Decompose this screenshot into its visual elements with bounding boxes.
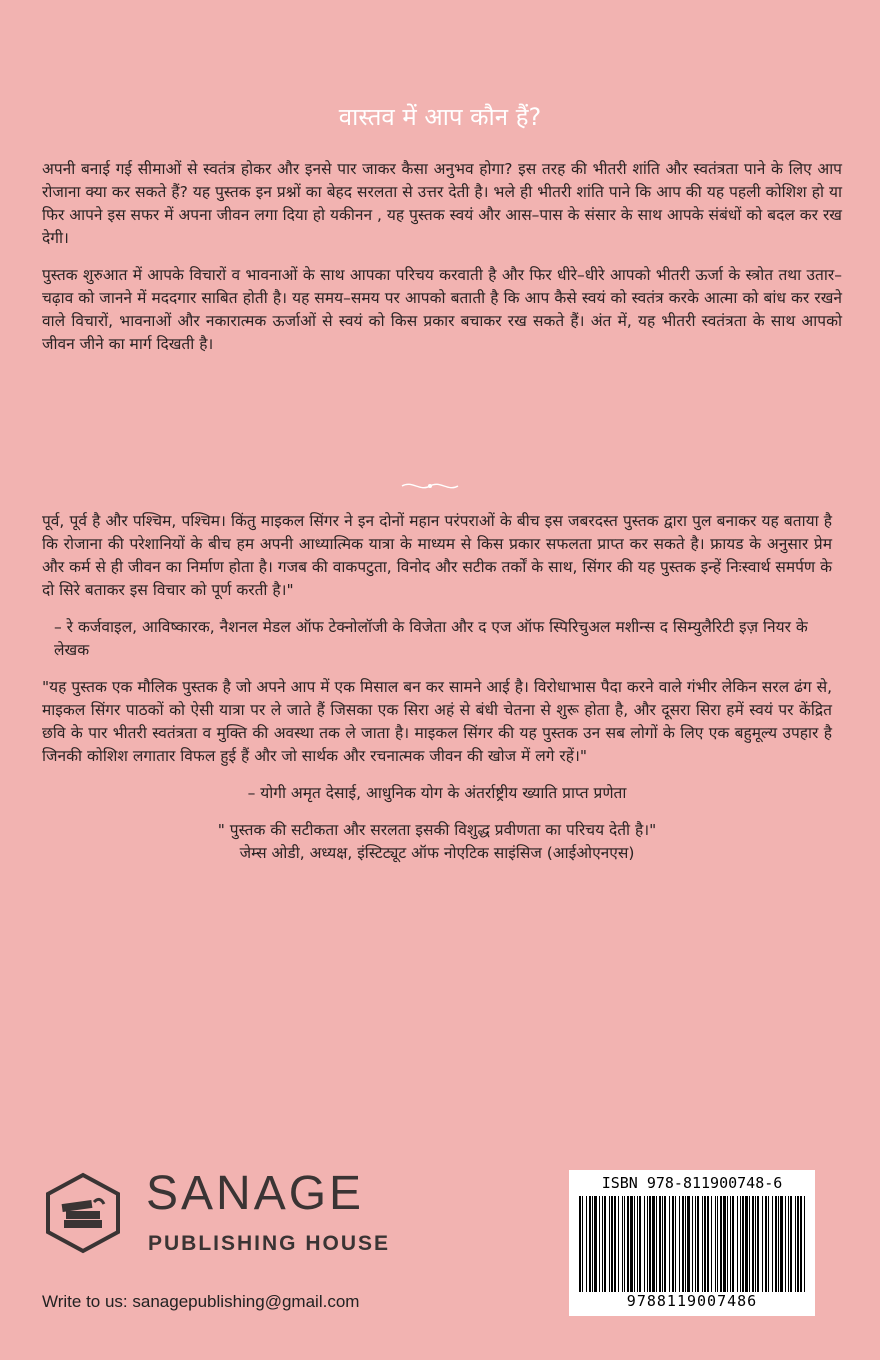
- publisher-name: SANAGE: [146, 1167, 365, 1220]
- barcode-bar: [649, 1196, 651, 1292]
- barcode-bar: [800, 1196, 802, 1292]
- barcode-bar: [614, 1196, 616, 1292]
- barcode-bar: [768, 1196, 769, 1292]
- endorsement-attribution: जेम्स ओडी, अध्यक्ष, इंस्टिट्यूट ऑफ नोएटिक साइंसिज (आईओएनएस): [239, 844, 635, 862]
- barcode-bar: [772, 1196, 773, 1292]
- barcode-bar: [723, 1196, 726, 1292]
- barcode-bar: [589, 1196, 591, 1292]
- barcode-bar: [775, 1196, 777, 1292]
- flourish-ornament-icon: [400, 478, 460, 494]
- contact-email: Write to us: sanagepublishing@gmail.com: [42, 1292, 360, 1311]
- barcode-bar: [672, 1196, 674, 1292]
- barcode-bar: [594, 1196, 597, 1292]
- barcode-bar: [749, 1196, 750, 1292]
- barcode-bar: [737, 1196, 738, 1292]
- barcode-bar: [757, 1196, 759, 1292]
- isbn-digits: 9788119007486: [626, 1292, 758, 1310]
- barcode-bar: [637, 1196, 638, 1292]
- barcode-bar: [624, 1196, 625, 1292]
- intro-paragraph: पुस्तक शुरुआत में आपके विचारों व भावनाओं के साथ आपका परिचय करवाती है और फिर धीरे–धीरे आपको भीतरी ऊर्जा के स्त्रोत तथा उतार–चढ़ाव को जानने में मददगार साबित होती है। यह समय–समय पर आपको बताती है कि आप कैसे स्वयं को स्वतंत्र करके आत्मा को बांध कर रखने वाले विचारों, भावनाओं और नकारात्मक ऊर्जाओं से स्वयं को किस प्रकार बचाकर रख सकते हैं। अंत में, यह भीतरी स्वतंत्रता के साथ आपको जीवन जीने का मार्ग दिखती है।: [42, 266, 842, 353]
- endorsement-quote: पूर्व, पूर्व है और पश्चिम, पश्चिम। किंतु माइकल सिंगर ने इन दोनों महान परंपराओं के बीच इस जबरदस्त पुस्तक द्वारा पुल बनाकर यह बताया है कि रोजाना की परेशानियों के बीच हम अपनी आध्यात्मिक यात्रा के माध्यम से किस प्रकार सफलता प्राप्त कर सकते है। फ्रायड के अनुसार प्रेम और कर्म से ही जीवन का निर्माण होता है। गजब की वाकपटुता, विनोद और सटीक तर्कों के साथ, सिंगर की यह पुस्तक इन्हें निःस्वार्थ समर्पण के दो सिरे बताकर इस विचार को पूर्ण करती है।": [42, 512, 832, 599]
- barcode-bar: [740, 1196, 741, 1292]
- isbn-barcode: [569, 1170, 815, 1316]
- barcode-bar: [717, 1196, 718, 1292]
- barcode-bar: [730, 1196, 731, 1292]
- barcode-bar: [797, 1196, 799, 1292]
- barcode-bar: [611, 1196, 613, 1292]
- barcode-bar: [634, 1196, 635, 1292]
- barcode-bars: [579, 1196, 805, 1292]
- barcode-bar: [742, 1196, 744, 1292]
- barcode-bar: [704, 1196, 706, 1292]
- endorsement-attribution: – योगी अमृत देसाई, आधुनिक योग के अंतर्राष्ट्रीय ख्याति प्राप्त प्रणेता: [247, 784, 627, 802]
- barcode-bar: [695, 1196, 696, 1292]
- barcode-bar: [647, 1196, 648, 1292]
- barcode-bar: [579, 1196, 581, 1292]
- barcode-bar: [602, 1196, 603, 1292]
- barcode-bar: [675, 1196, 676, 1292]
- barcode-bar: [659, 1196, 661, 1292]
- endorsement-quote: "यह पुस्तक एक मौलिक पुस्तक है जो अपने आप में एक मिसाल बन कर सामने आई है। विरोधाभास पैदा करने वाले गंभीर लेकिन सरल ढंग से, माइकल सिंगर पाठकों को ऐसी यात्रा पर ले जाते हैं जिसका एक सिरा अहं से बंधी चेतना से शुरू होता है, और दूसरा सिरा हमें स्वयं पर केंद्रित छवि के पार भीतरी स्वतंत्रता व मुक्ति की अवस्था तक ले जाता है। माइकल सिंगर की यह पुस्तक उन सब लोगों के लिए एक बहुमूल्य उपहार है जिनकी कोशिश लगातार विफल हुई हैं और जो सार्थक और रचनात्मक जीवन की खोज में लगे रहें।": [42, 678, 832, 765]
- barcode-bar: [682, 1196, 684, 1292]
- barcode-bar: [745, 1196, 748, 1292]
- barcode-bar: [720, 1196, 722, 1292]
- barcode-bar: [778, 1196, 779, 1292]
- endorsement-quote: " पुस्तक की सटीकता और सरलता इसकी विशुद्ध प्रवीणता का परिचय देती है।": [217, 821, 657, 839]
- barcode-bar: [679, 1196, 680, 1292]
- barcode-bar: [652, 1196, 655, 1292]
- intro-text: [42, 158, 842, 370]
- barcode-bar: [732, 1196, 734, 1292]
- intro-paragraph: अपनी बनाई गई सीमाओं से स्वतंत्र होकर और इनसे पार जाकर कैसा अनुभव होगा? इस तरह की भीतरी शांति और स्वतंत्रता पाने के लिए आप रोजाना क्या कर सकते हैं? यह पुस्तक इन प्रश्नों का बेहद सरलता से उत्तर देती है। भले ही भीतरी शांति पाने कि आप की यह पहली कोशिश हो या फिर आपने इस सफर में अपना जीवन लगा दिया हो यकीनन , यह पुस्तक स्वयं और आस–पास के संसार के साथ आपके संबंधों को बदल कर रख देगी।: [42, 160, 842, 247]
- barcode-bar: [727, 1196, 728, 1292]
- barcode-bar: [586, 1196, 587, 1292]
- barcode-bar: [662, 1196, 663, 1292]
- barcode-bar: [788, 1196, 789, 1292]
- barcode-bar: [804, 1196, 805, 1292]
- barcode-bar: [762, 1196, 763, 1292]
- barcode-bar: [618, 1196, 619, 1292]
- barcode-bar: [609, 1196, 610, 1292]
- barcode-bar: [622, 1196, 623, 1292]
- barcode-bar: [795, 1196, 796, 1292]
- barcode-bar: [599, 1196, 600, 1292]
- barcode-bar: [639, 1196, 641, 1292]
- barcode-bar: [685, 1196, 686, 1292]
- endorsement-attribution: – रे कर्जवाइल, आविष्कारक, नैशनल मेडल ऑफ टेक्नोलॉजी के विजेता और द एज ऑफ स्पिरिचुअल मशीन्स द सिम्युलैरिटी इज़ नियर के लेखक: [54, 618, 808, 659]
- barcode-bar: [582, 1196, 583, 1292]
- barcode-bar: [715, 1196, 716, 1292]
- barcode-bar: [644, 1196, 645, 1292]
- barcode-bar: [692, 1196, 693, 1292]
- books-hexagon-icon: [42, 1172, 124, 1254]
- barcode-bar: [790, 1196, 792, 1292]
- barcode-bar: [627, 1196, 629, 1292]
- barcode-bar: [752, 1196, 754, 1292]
- barcode-bar: [780, 1196, 783, 1292]
- barcode-bar: [697, 1196, 699, 1292]
- barcode-bar: [785, 1196, 786, 1292]
- barcode-bar: [604, 1196, 606, 1292]
- isbn-label: ISBN 978-811900748-6: [601, 1174, 783, 1192]
- barcode-bar: [702, 1196, 703, 1292]
- barcode-bar: [755, 1196, 756, 1292]
- barcode-bar: [711, 1196, 712, 1292]
- back-cover-heading: वास्तव में आप कौन हैं?: [338, 103, 542, 131]
- endorsements: [42, 510, 832, 879]
- barcode-bar: [669, 1196, 670, 1292]
- barcode-bar: [707, 1196, 709, 1292]
- barcode-bar: [592, 1196, 593, 1292]
- barcode-bar: [656, 1196, 657, 1292]
- publisher-subtitle: PUBLISHING HOUSE: [148, 1232, 391, 1255]
- barcode-bar: [664, 1196, 666, 1292]
- barcode-bar: [765, 1196, 767, 1292]
- barcode-bar: [630, 1196, 633, 1292]
- barcode-bar: [687, 1196, 690, 1292]
